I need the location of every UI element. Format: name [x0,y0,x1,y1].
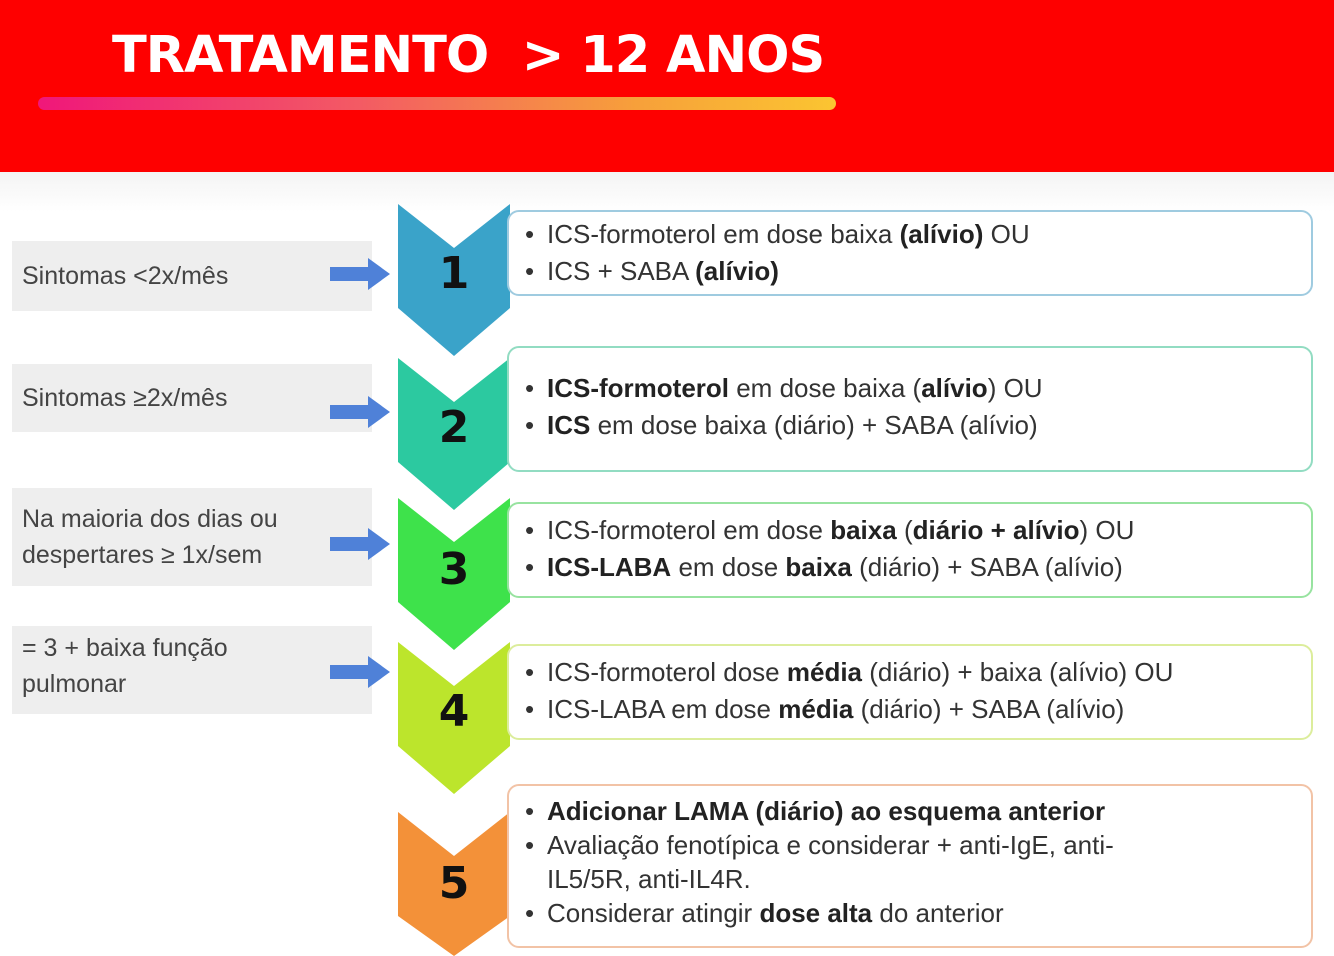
text-segment: (diário) + SABA (alívio) [851,552,1123,582]
right-arrow-icon [330,528,390,560]
treatment-line [523,896,1311,930]
text-segment: ICS-formoterol em dose baixa [547,219,900,249]
condition-text-1: Sintomas <2x/mês [22,262,229,290]
step-number-4: 4 [438,686,470,737]
page-title: TRATAMENTO > 12 ANOS [112,26,825,85]
treatment-line [523,862,1311,896]
treatment-box-1 [507,210,1313,296]
text-segment: ICS-formoterol em dose [547,515,831,545]
bold-text: (alívio) [695,256,779,286]
text-segment: ) OU [987,373,1043,403]
text-segment: Considerar atingir [547,898,760,928]
treatment-box-2 [507,346,1313,472]
treatment-line [523,549,1311,586]
step-number-2: 2 [438,402,470,453]
bold-text: ICS-LABA [547,552,672,582]
treatment-line [523,654,1311,691]
bold-text: ICS-formoterol [547,373,729,403]
bold-text: ICS [547,410,591,440]
bold-text: (alívio) [899,219,984,249]
treatment-line [523,691,1311,728]
condition-box-1 [12,241,372,311]
treatment-box-3 [507,502,1313,598]
text-segment: OU [983,219,1030,249]
treatment-box-5 [507,784,1313,948]
header-banner [0,0,1334,172]
bold-text: baixa [785,552,852,582]
bold-text: baixa [830,515,897,545]
condition-box-3 [12,488,372,586]
text-segment: ( [896,515,913,545]
right-arrow-icon [330,656,390,688]
step-number-5: 5 [438,858,470,909]
bold-text: alívio [921,373,988,403]
bold-text: Adicionar LAMA (diário) ao esquema anterior [547,796,1106,826]
treatment-line [523,370,1311,407]
title-underline [38,97,836,110]
condition-box-2 [12,364,372,432]
condition-text-4: = 3 + baixa função pulmonar [22,634,228,698]
treatment-box-4 [507,644,1313,740]
step-number-3: 3 [438,544,470,595]
text-segment: em dose [671,552,786,582]
text-segment: ICS-LABA em dose [547,694,779,724]
text-segment: em dose baixa ( [729,373,922,403]
bold-text: média [778,694,854,724]
treatment-line [523,216,1311,253]
text-segment: do anterior [872,898,1004,928]
treatment-line [523,407,1311,444]
bold-text: média [786,657,863,687]
text-segment: ICS-formoterol dose [547,657,787,687]
text-segment: ) OU [1079,515,1135,545]
step-number-1: 1 [438,248,470,299]
text-segment: (diário) + baixa (alívio) OU [862,657,1174,687]
condition-text-2: Sintomas ≥2x/mês [22,384,228,412]
right-arrow-icon [330,258,390,290]
text-segment: Avaliação fenotípica e considerar + anti-IgE, anti- [547,830,1114,860]
bold-text: diário + alívio [912,515,1080,545]
treatment-line [523,794,1311,828]
text-segment: ICS + SABA [547,256,696,286]
text-segment: em dose baixa (diário) + SABA (alívio) [590,410,1038,440]
treatment-line [523,253,1311,290]
right-arrow-icon [330,396,390,428]
bold-text: dose alta [759,898,873,928]
text-segment: (diário) + SABA (alívio) [853,694,1125,724]
treatment-line [523,828,1311,862]
treatment-line [523,512,1311,549]
condition-text-3: Na maioria dos dias ou despertares ≥ 1x/sem [22,505,278,569]
condition-box-4 [12,626,372,714]
text-segment: IL5/5R, anti-IL4R. [547,864,751,894]
